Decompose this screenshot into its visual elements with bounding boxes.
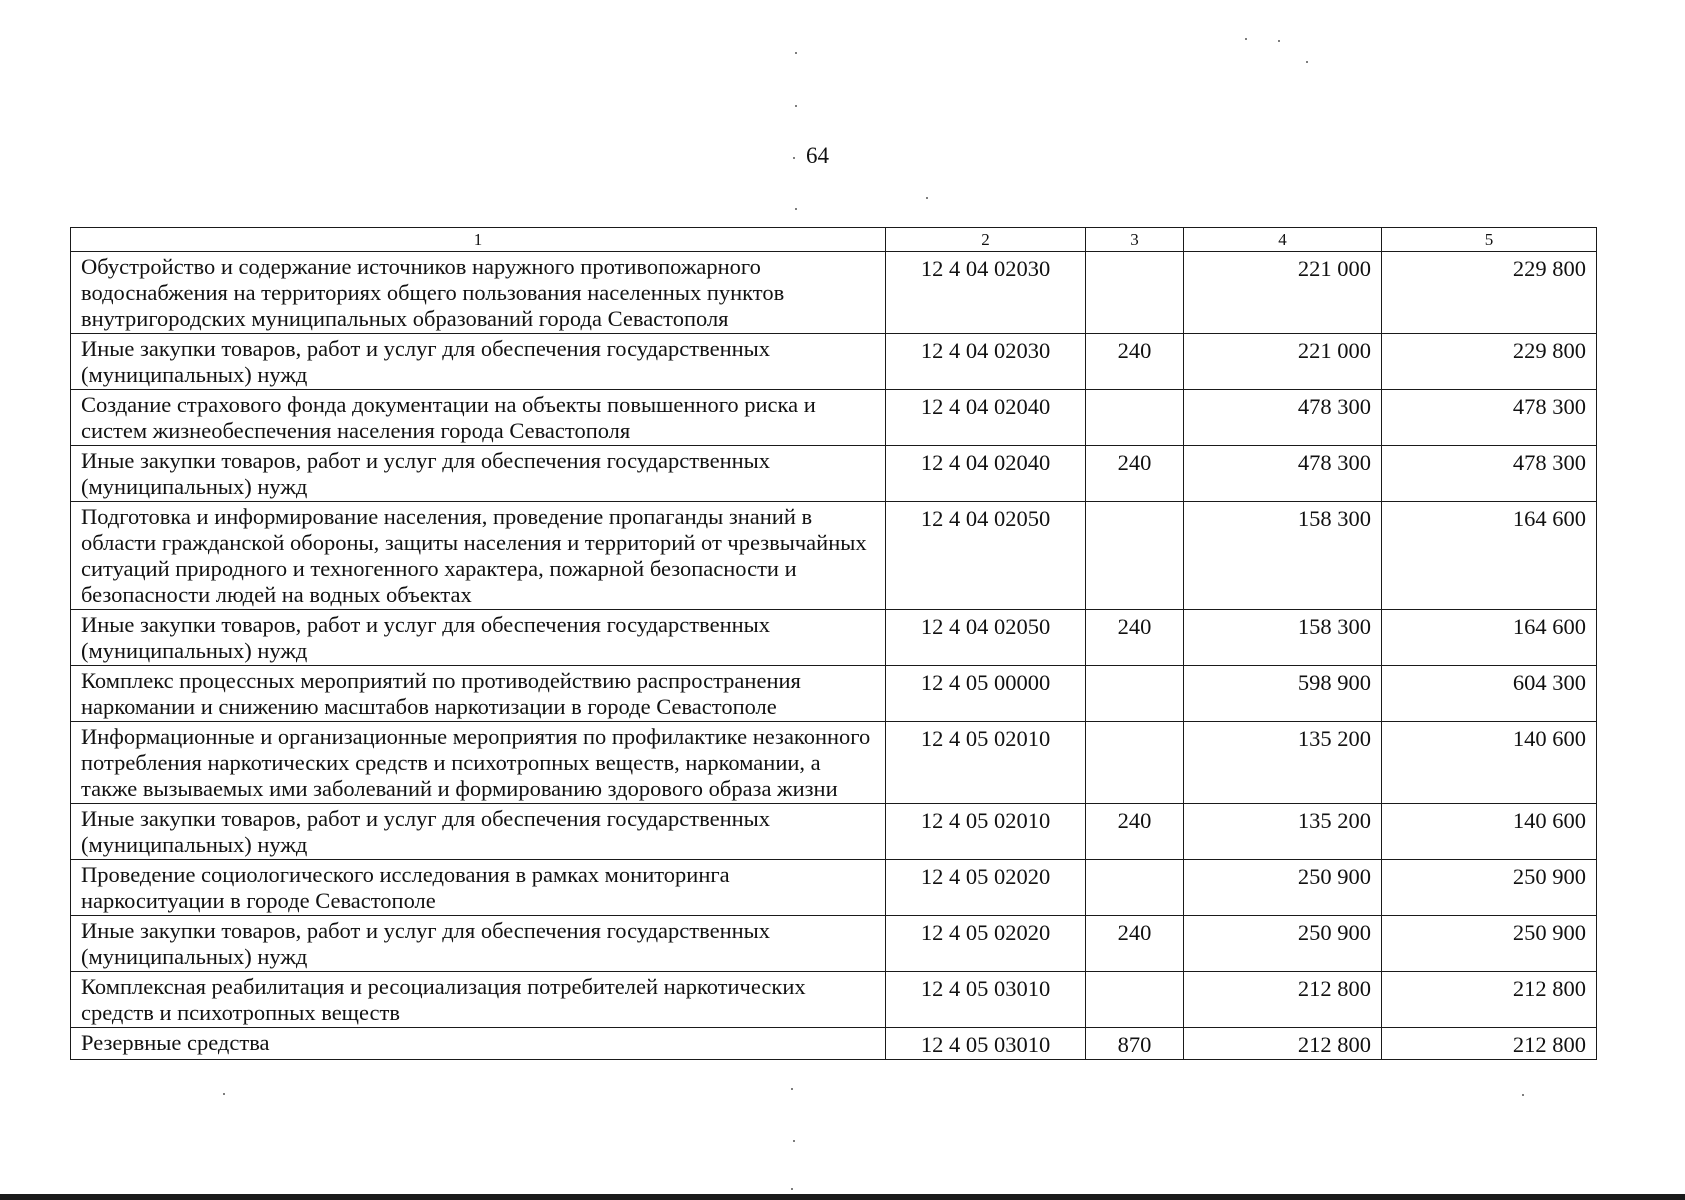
row-code: 12 4 05 03010 — [886, 1028, 1086, 1060]
row-name: Комплексная реабилитация и ресоциализация потребителей наркотических средств и психотропных веществ — [71, 972, 886, 1028]
row-amount-2: 250 900 — [1382, 916, 1597, 972]
row-expense-type: 240 — [1086, 610, 1184, 666]
scan-speck — [795, 52, 797, 54]
table-row — [71, 972, 1597, 1028]
table-row — [71, 860, 1597, 916]
table-row — [71, 1028, 1597, 1060]
table-row — [71, 916, 1597, 972]
row-expense-type — [1086, 390, 1184, 446]
row-amount-1: 158 300 — [1184, 502, 1382, 610]
scan-speck — [795, 105, 797, 107]
column-header-2: 2 — [886, 228, 1086, 252]
column-header-1: 1 — [71, 228, 886, 252]
row-code: 12 4 04 02030 — [886, 334, 1086, 390]
row-amount-2: 140 600 — [1382, 804, 1597, 860]
table-row — [71, 334, 1597, 390]
table-header-row — [71, 228, 1597, 252]
column-header-5: 5 — [1382, 228, 1597, 252]
row-amount-1: 135 200 — [1184, 722, 1382, 804]
table-row — [71, 610, 1597, 666]
row-name: Обустройство и содержание источников наружного противопожарного водоснабжения на территориях общего пользования населенных пунктов внутригородских муниципальных образований города Севастополя — [71, 252, 886, 334]
row-amount-1: 598 900 — [1184, 666, 1382, 722]
page-bottom-rule — [0, 1194, 1685, 1200]
row-name: Иные закупки товаров, работ и услуг для обеспечения государственных (муниципальных) нужд — [71, 916, 886, 972]
row-amount-1: 478 300 — [1184, 390, 1382, 446]
table-row — [71, 804, 1597, 860]
row-amount-1: 212 800 — [1184, 1028, 1382, 1060]
scan-speck — [223, 1093, 225, 1095]
page-number: 64 — [806, 143, 829, 168]
table-body — [71, 252, 1597, 1060]
row-code: 12 4 05 03010 — [886, 972, 1086, 1028]
row-amount-1: 478 300 — [1184, 446, 1382, 502]
table-row — [71, 252, 1597, 334]
row-amount-2: 229 800 — [1382, 252, 1597, 334]
row-amount-2: 140 600 — [1382, 722, 1597, 804]
row-amount-1: 221 000 — [1184, 334, 1382, 390]
row-name: Создание страхового фонда документации на объекты повышенного риска и систем жизнеобеспечения населения города Севастополя — [71, 390, 886, 446]
row-expense-type: 240 — [1086, 446, 1184, 502]
row-name: Иные закупки товаров, работ и услуг для обеспечения государственных (муниципальных) нужд — [71, 446, 886, 502]
row-name: Комплекс процессных мероприятий по противодействию распространения наркомании и снижению масштабов наркотизации в городе Севастополе — [71, 666, 886, 722]
row-expense-type: 240 — [1086, 916, 1184, 972]
row-name: Проведение социологического исследования в рамках мониторинга наркоситуации в городе Севастополе — [71, 860, 886, 916]
table-row — [71, 390, 1597, 446]
scan-speck — [1522, 1094, 1524, 1096]
row-name: Иные закупки товаров, работ и услуг для обеспечения государственных (муниципальных) нужд — [71, 804, 886, 860]
scan-speck — [793, 1140, 795, 1142]
scan-speck — [791, 1088, 793, 1090]
row-amount-2: 478 300 — [1382, 390, 1597, 446]
row-amount-2: 164 600 — [1382, 502, 1597, 610]
row-code: 12 4 04 02050 — [886, 610, 1086, 666]
column-header-3: 3 — [1086, 228, 1184, 252]
row-amount-2: 229 800 — [1382, 334, 1597, 390]
row-name: Резервные средства — [71, 1028, 886, 1060]
row-code: 12 4 04 02040 — [886, 446, 1086, 502]
row-expense-type — [1086, 972, 1184, 1028]
row-expense-type — [1086, 722, 1184, 804]
row-amount-1: 212 800 — [1184, 972, 1382, 1028]
table-row — [71, 722, 1597, 804]
row-amount-1: 158 300 — [1184, 610, 1382, 666]
row-name: Иные закупки товаров, работ и услуг для обеспечения государственных (муниципальных) нужд — [71, 334, 886, 390]
column-header-4: 4 — [1184, 228, 1382, 252]
row-expense-type — [1086, 502, 1184, 610]
row-name: Подготовка и информирование населения, проведение пропаганды знаний в области гражданской обороны, защиты населения и территорий от чрезвычайных ситуаций природного и техногенного характера, пожарной безопасности и безопасности людей на водных объектах — [71, 502, 886, 610]
row-name: Иные закупки товаров, работ и услуг для обеспечения государственных (муниципальных) нужд — [71, 610, 886, 666]
budget-table — [70, 227, 1597, 1060]
scan-speck — [1278, 40, 1280, 42]
row-expense-type: 240 — [1086, 334, 1184, 390]
row-amount-2: 164 600 — [1382, 610, 1597, 666]
table-row — [71, 666, 1597, 722]
row-expense-type: 240 — [1086, 804, 1184, 860]
row-expense-type — [1086, 252, 1184, 334]
row-code: 12 4 04 02050 — [886, 502, 1086, 610]
row-expense-type — [1086, 666, 1184, 722]
row-amount-1: 135 200 — [1184, 804, 1382, 860]
row-amount-2: 478 300 — [1382, 446, 1597, 502]
row-code: 12 4 05 02010 — [886, 722, 1086, 804]
row-code: 12 4 05 02010 — [886, 804, 1086, 860]
row-amount-2: 212 800 — [1382, 1028, 1597, 1060]
scan-speck — [926, 197, 928, 199]
row-code: 12 4 05 02020 — [886, 860, 1086, 916]
row-code: 12 4 04 02030 — [886, 252, 1086, 334]
row-amount-2: 604 300 — [1382, 666, 1597, 722]
row-amount-1: 250 900 — [1184, 860, 1382, 916]
row-code: 12 4 05 02020 — [886, 916, 1086, 972]
row-amount-1: 250 900 — [1184, 916, 1382, 972]
row-amount-1: 221 000 — [1184, 252, 1382, 334]
scan-speck — [795, 208, 797, 210]
scan-speck — [1306, 61, 1308, 63]
row-amount-2: 212 800 — [1382, 972, 1597, 1028]
table-row — [71, 446, 1597, 502]
scan-speck — [793, 157, 795, 159]
scan-speck — [1245, 38, 1247, 40]
row-code: 12 4 05 00000 — [886, 666, 1086, 722]
scan-speck — [791, 1188, 793, 1190]
row-expense-type — [1086, 860, 1184, 916]
row-code: 12 4 04 02040 — [886, 390, 1086, 446]
table-row — [71, 502, 1597, 610]
row-name: Информационные и организационные мероприятия по профилактике незаконного потребления наркотических средств и психотропных веществ, наркомании, а также вызываемых ими заболеваний и формированию здорового образа жизни — [71, 722, 886, 804]
row-expense-type: 870 — [1086, 1028, 1184, 1060]
row-amount-2: 250 900 — [1382, 860, 1597, 916]
